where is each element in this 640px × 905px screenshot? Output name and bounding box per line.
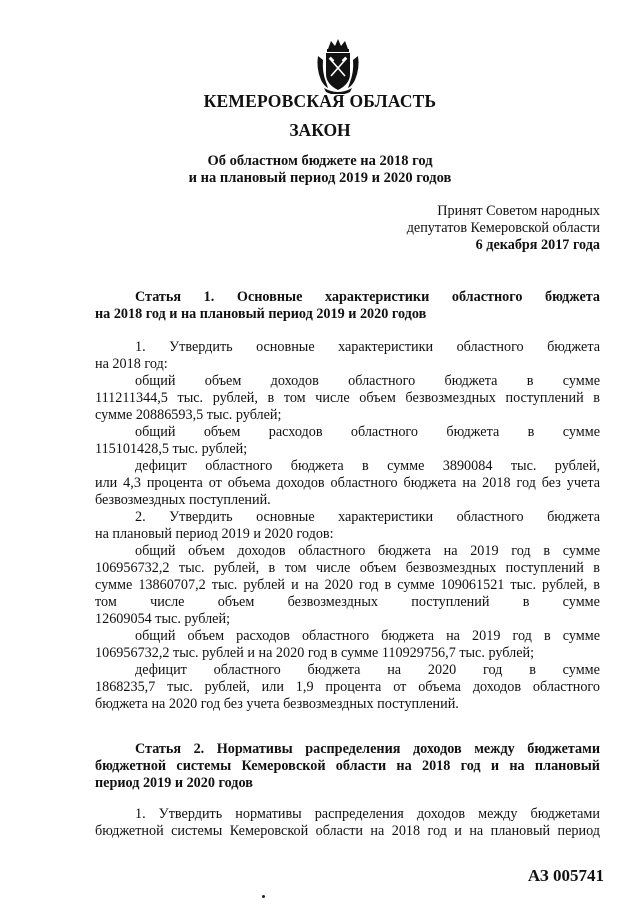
heading-line: Статья 2. Нормативы распределения доходов между бюджетами [135,741,600,757]
word: сумме [562,373,600,389]
word: сумме [562,594,600,610]
word: основные [256,339,315,355]
heading-word: Статья [135,289,182,305]
body-line: 106956732,2 тыс. рублей, в том числе объем безвозмездных поступлений в [95,560,600,576]
heading-word: характеристики [324,289,430,305]
word: безвозмездных [287,594,379,610]
document-type: ЗАКОН [289,120,351,140]
body-line: 1. Утвердить нормативы распределения доходов между бюджетами [135,806,600,822]
adoption-line-2: депутатов Кемеровской области [406,220,600,236]
body-line: общий объем доходов областного бюджета на 2019 год в сумме [135,543,600,559]
word: на [387,662,402,678]
body-line: на плановый период 2019 и 2020 годов: [95,526,334,542]
coat-of-arms-emblem [316,38,360,94]
heading-word: областного [451,289,523,305]
law-title-line-2: и на плановый период 2019 и 2020 годов [188,170,452,186]
region-title: КЕМЕРОВСКАЯ ОБЛАСТЬ [203,91,437,111]
word: доходов [270,373,319,389]
word: областного [456,509,524,525]
adoption-line-1: Принят Советом народных [437,203,600,219]
word: том [95,594,117,610]
word: 2. [135,509,146,525]
word: в [529,662,536,678]
word: числе [150,594,185,610]
word: областного [456,339,524,355]
body-line: общий объем расходов областного бюджета на 2019 год в сумме [135,628,600,644]
word: общий [135,424,176,440]
word: дефицит [135,662,187,678]
word: основные [256,509,315,525]
word: в [522,594,530,610]
word: объем [204,373,242,389]
word: 2020 [427,662,457,678]
page-mark [262,895,265,898]
article-1-heading-line-2: на 2018 год и на плановый период 2019 и 2020 годов [95,306,427,322]
document-serial-number: АЗ 005741 [527,866,604,885]
body-line: 106956732,2 тыс. рублей и на 2020 год в сумме 110929756,7 тыс. рублей; [95,645,535,661]
body-line: бюджета на 2020 год без учета безвозмездных поступлений. [95,696,459,712]
body-line: бюджетной системы Кемеровской области на 2018 год и на плановый период [95,823,600,839]
word: общий [135,373,176,389]
body-line: 115101428,5 тыс. рублей; [95,441,248,457]
word: год [483,662,503,678]
word: в [527,424,535,440]
body-line: на 2018 год: [95,356,168,372]
word: сумме [562,424,600,440]
adoption-date: 6 декабря 2017 года [475,237,600,253]
body-line: 1868235,7 тыс. рублей, или 1,9 процента от объема доходов областного [95,679,600,695]
word: бюджета [547,509,600,525]
heading-word: бюджета [545,289,600,305]
word: в [526,373,534,389]
heading-line: бюджетной системы Кемеровской области на 2018 год и на плановый [95,758,600,774]
word: объем [217,594,255,610]
word: бюджета [547,339,600,355]
body-line: или 4,3 процента от объема доходов областного бюджета на 2018 год без учета [95,475,600,491]
article-1-heading [135,289,600,306]
word: характеристики [338,509,434,525]
body-line: безвозмездных поступлений. [95,492,271,508]
word: областного [350,424,418,440]
heading-word: Основные [236,289,303,305]
body-line: сумме 20886593,5 тыс. рублей; [95,407,282,423]
law-title-line-1: Об областном бюджете на 2018 год [207,153,433,169]
body-line [135,509,600,526]
body-line [135,424,600,441]
body-line [135,339,600,356]
word: бюджета [444,373,498,389]
body-line: 12609054 тыс. рублей; [95,611,231,627]
body-line [135,373,600,390]
word: бюджета [307,662,361,678]
heading-word: 1. [203,289,215,305]
word: характеристики [338,339,434,355]
word: 1. [135,339,146,355]
word: бюджета [446,424,500,440]
word: Утвердить [169,339,233,355]
adoption-block [407,203,600,254]
word: областного [348,373,416,389]
word: Утвердить [169,509,233,525]
word: областного [213,662,281,678]
body-line [135,662,600,679]
heading-line: период 2019 и 2020 годов [95,775,253,791]
body-line: 111211344,5 тыс. рублей, в том числе объем безвозмездных поступлений в [95,390,600,406]
word: сумме [562,662,600,678]
word: расходов [268,424,323,440]
word: объем [203,424,241,440]
body-line [95,594,600,611]
body-line: дефицит областного бюджета в сумме 3890084 тыс. рублей, [135,458,600,474]
word: поступлений [411,594,490,610]
body-line: сумме 13860707,2 тыс. рублей и на 2020 год в сумме 109061521 тыс. рублей, в [95,577,600,593]
